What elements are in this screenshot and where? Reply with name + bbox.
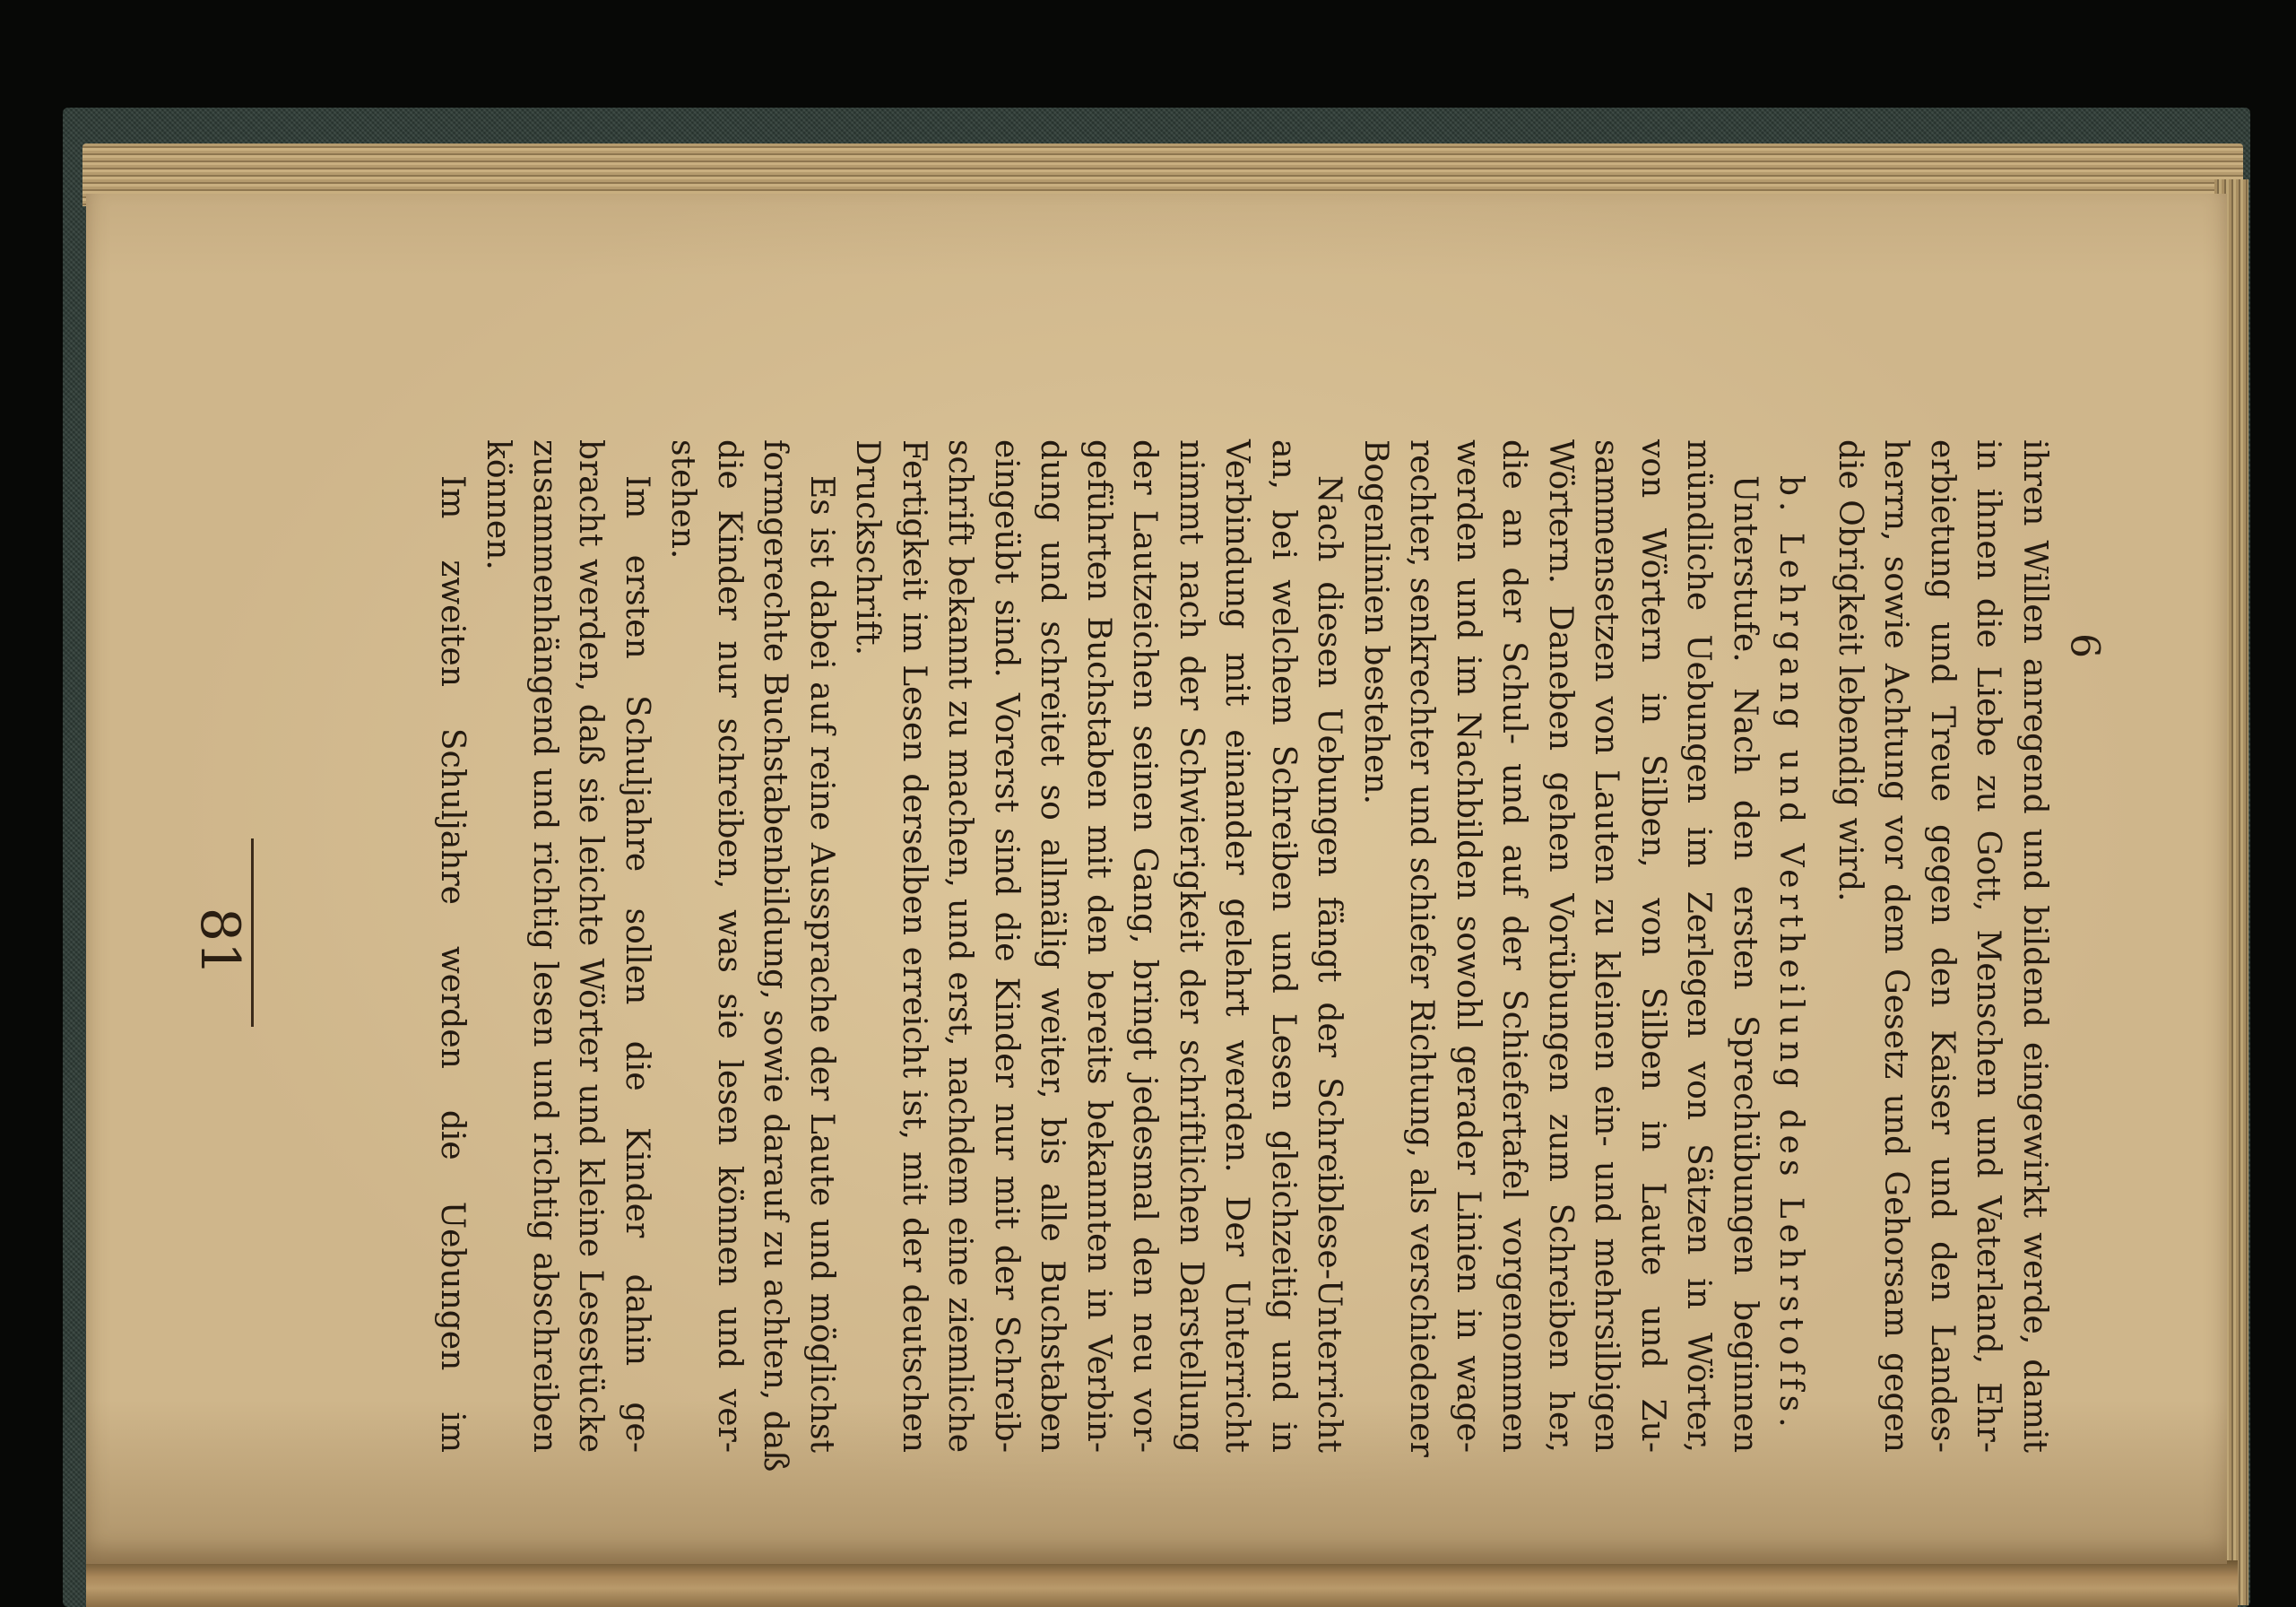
text-line: Im ersten Schuljahre sollen die Kinder dahin ge- xyxy=(619,475,655,1453)
text-line: geführten Buchstaben mit den bereits bekannten in Verbin- xyxy=(1080,439,1117,1453)
text-line: herrn, sowie Achtung vor dem Gesetz und Gehorsam gegen xyxy=(1877,439,1915,1453)
text-line: werden und im Nachbilden sowohl gerader Linien in wage- xyxy=(1450,439,1486,1453)
text-line: Bogenlinien bestehen. xyxy=(1357,439,1394,805)
text-line: mündliche Uebungen im Zerlegen von Sätzen in Wörter, xyxy=(1680,439,1718,1453)
text-line: zusammenhängend und richtig lesen und richtig abschreiben xyxy=(526,439,563,1453)
text-line: stehen. xyxy=(664,439,702,560)
text-line: Nach diesen Uebungen fängt der Schreiblese-Unterricht xyxy=(1311,475,1348,1453)
text-line: rechter, senkrechter und schiefer Richtung, als verschiedener xyxy=(1403,439,1441,1457)
text-line: nimmt nach der Schwierigkeit der schriftlichen Darstellung xyxy=(1173,439,1209,1453)
text-line: Wörtern. Daneben gehen Vorübungen zum Schreiben her, xyxy=(1542,439,1579,1453)
page-number: 81 xyxy=(188,907,251,977)
text-line: schrift bekannt zu machen, und erst, nachdem eine ziemliche xyxy=(941,439,979,1453)
text-line: Unterstufe. Nach den ersten Sprechübungen beginnen xyxy=(1727,475,1763,1453)
gutter xyxy=(86,1560,2238,1607)
text-line: ihren Willen anregend und bildend eingewirkt werde, damit xyxy=(2016,439,2053,1453)
header-rule xyxy=(251,838,254,1027)
text-line: formgerechte Buchstabenbildung, sowie darauf zu achten, daß xyxy=(757,439,794,1472)
text-line: erbietung und Treue gegen den Kaiser und den Landes- xyxy=(1924,439,1961,1453)
text-line: dung und schreitet so allmälig weiter, bis alle Buchstaben xyxy=(1034,439,1071,1453)
text-line: Im zweiten Schuljahre werden die Uebungen im xyxy=(434,475,471,1453)
text-line: können. xyxy=(480,439,517,570)
signature-mark: 6 xyxy=(2061,633,2108,658)
body-text xyxy=(429,439,2058,1472)
text-line: an, bei welchem Schreiben und Lesen gleichzeitig und in xyxy=(1265,439,1302,1453)
text-line: Verbindung mit einander gelehrt werden. Der Unterricht xyxy=(1218,439,1256,1453)
text-line: bracht werden, daß sie leichte Wörter und kleine Lesestücke xyxy=(572,439,610,1453)
text-line: die an der Schul- und auf der Schiefertafel vorgenommen xyxy=(1495,439,1533,1453)
section-heading: b. Lehrgang und Vertheilung des Lehrstoffs. xyxy=(1772,475,1810,1433)
text-line: Druckschrift. xyxy=(849,439,887,656)
text-line: der Lautzeichen seinen Gang, bringt jedesmal den neu vor- xyxy=(1126,439,1164,1453)
text-line: die Kinder nur schreiben, was sie lesen können und ver- xyxy=(711,439,748,1453)
text-line: eingeübt sind. Vorerst sind die Kinder nur mit der Schreib- xyxy=(988,439,1025,1453)
text-line: die Obrigkeit lebendig wird. xyxy=(1832,439,1868,902)
text-line: von Wörtern in Silben, von Silben in Laute und Zu- xyxy=(1634,439,1671,1453)
text-line: in ihnen die Liebe zu Gott, Menschen und Vaterland, Ehr- xyxy=(1970,439,2007,1453)
text-line: Fertigkeit im Lesen derselben erreicht ist, mit der deutschen xyxy=(896,439,932,1453)
text-line: Es ist dabei auf reine Aussprache der Laute und möglichst xyxy=(803,475,840,1453)
text-line: sammensetzen von Lauten zu kleinen ein- und mehrsilbigen xyxy=(1588,439,1625,1453)
